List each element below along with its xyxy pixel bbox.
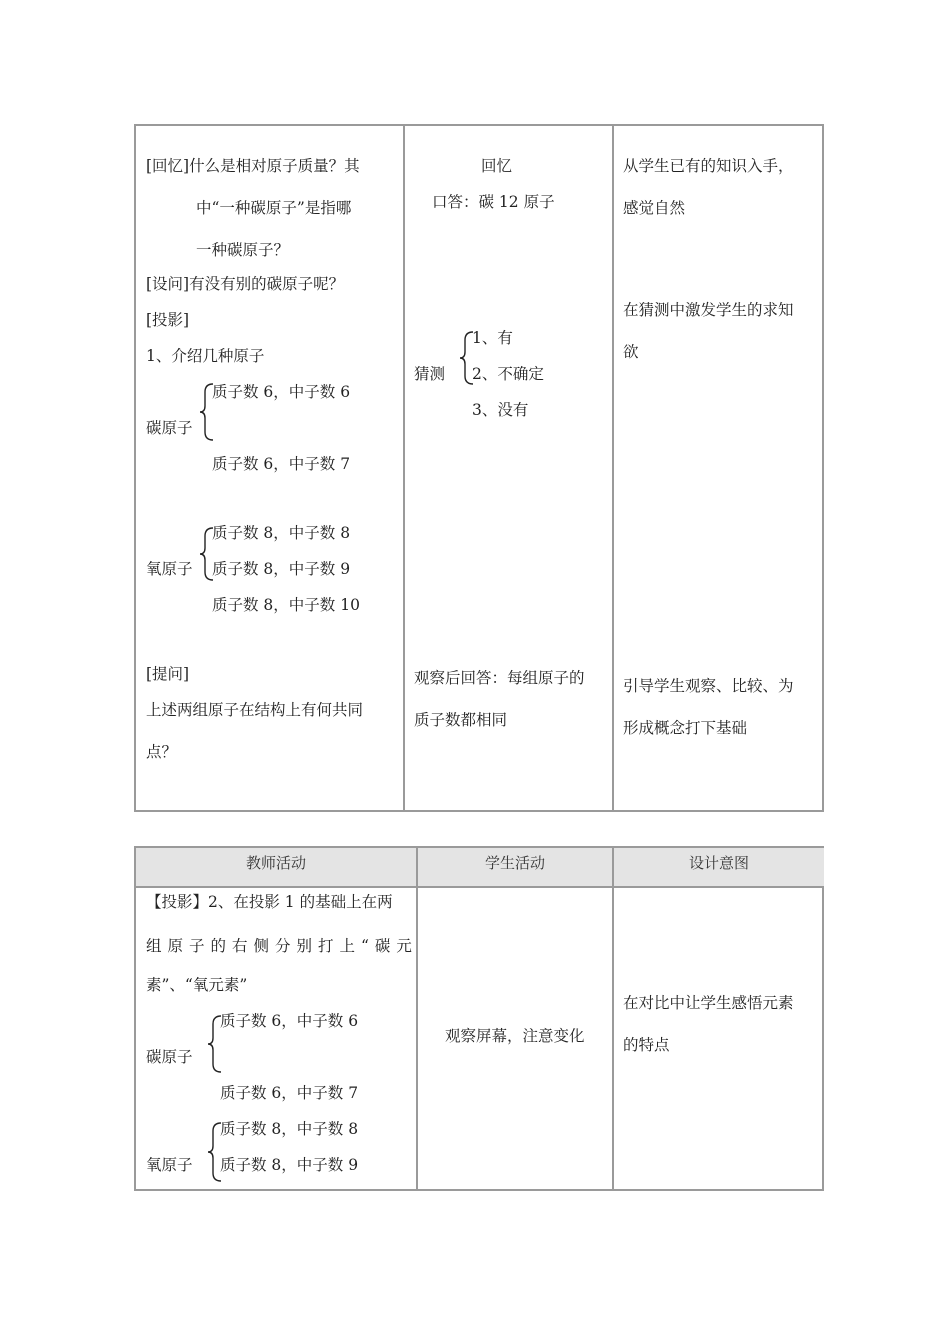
design-3-line-1: 引导学生观察、比较、为	[623, 677, 794, 695]
setq-text: [设问]有没有别的碳原子呢？	[146, 275, 345, 293]
column-divider	[612, 848, 614, 1189]
question-label: [提问]	[146, 665, 190, 683]
header-student: 学生活动	[418, 848, 612, 886]
design-1-line-2: 感觉自然	[623, 199, 686, 217]
t2-line-2: 组原子的右侧分别打上“碳元	[146, 937, 418, 955]
lesson-table-1	[134, 124, 824, 812]
column-divider	[416, 848, 418, 1189]
design-2-line-1: 在猜测中激发学生的求知	[623, 301, 794, 319]
question-line-2: 点？	[146, 743, 178, 761]
t2-oxygen-label: 氧原子	[146, 1156, 193, 1174]
t2-oxygen-row-1: 质子数 8，中子数 8	[220, 1120, 359, 1138]
t2-oxygen-row-2: 质子数 8，中子数 9	[220, 1156, 359, 1174]
t2-carbon-brace	[206, 1014, 224, 1074]
guess-option-2: 2、不确定	[472, 365, 544, 383]
header-teacher: 教师活动	[136, 848, 416, 886]
recall-line-2: 中“一种碳原子”是指哪	[196, 199, 352, 217]
design-1-line-1: 从学生已有的知识入手，	[623, 157, 794, 175]
guess-option-3: 3、没有	[472, 401, 529, 419]
student-recall: 回忆	[481, 157, 513, 175]
design-2-line-2: 欲	[623, 343, 639, 361]
header-design: 设计意图	[614, 848, 824, 886]
t2-line-1: 【投影】2、在投影 1 的基础上在两	[146, 893, 393, 911]
carbon-brace	[198, 382, 216, 442]
intro-text: 1、介绍几种原子	[146, 347, 265, 365]
observe-line-1: 观察后回答：每组原子的	[414, 669, 585, 687]
projection-label: [投影]	[146, 311, 190, 329]
t2-carbon-row-2: 质子数 6，中子数 7	[220, 1084, 359, 1102]
oxygen-row-2: 质子数 8，中子数 9	[212, 560, 351, 578]
lesson-table-2	[134, 846, 824, 1191]
observe-line-2: 质子数都相同	[414, 711, 508, 729]
guess-label: 猜测	[414, 365, 446, 383]
carbon-label: 碳原子	[146, 419, 193, 437]
header-divider	[136, 886, 822, 888]
student-answer: 口答：碳 12 原子	[432, 193, 555, 211]
column-divider	[612, 126, 614, 810]
t2-carbon-row-1: 质子数 6，中子数 6	[220, 1012, 359, 1030]
t2-line-3: 素”、“氧元素”	[146, 976, 248, 994]
question-line-1: 上述两组原子在结构上有何共同	[146, 701, 364, 719]
recall-line-1: [回忆]什么是相对原子质量？其	[146, 157, 360, 175]
oxygen-label: 氧原子	[146, 560, 193, 578]
carbon-row-2: 质子数 6，中子数 7	[212, 455, 351, 473]
oxygen-row-1: 质子数 8，中子数 8	[212, 524, 351, 542]
carbon-row-1: 质子数 6，中子数 6	[212, 383, 351, 401]
column-divider	[403, 126, 405, 810]
design-3-line-2: 形成概念打下基础	[623, 719, 748, 737]
guess-option-1: 1、有	[472, 329, 513, 347]
t2-carbon-label: 碳原子	[146, 1048, 193, 1066]
t2-design-line-2: 的特点	[623, 1036, 670, 1054]
oxygen-row-3: 质子数 8，中子数 10	[212, 596, 360, 614]
recall-line-3: 一种碳原子？	[196, 241, 290, 259]
t2-student-text: 观察屏幕，注意变化	[445, 1027, 585, 1045]
t2-design-line-1: 在对比中让学生感悟元素	[623, 994, 794, 1012]
